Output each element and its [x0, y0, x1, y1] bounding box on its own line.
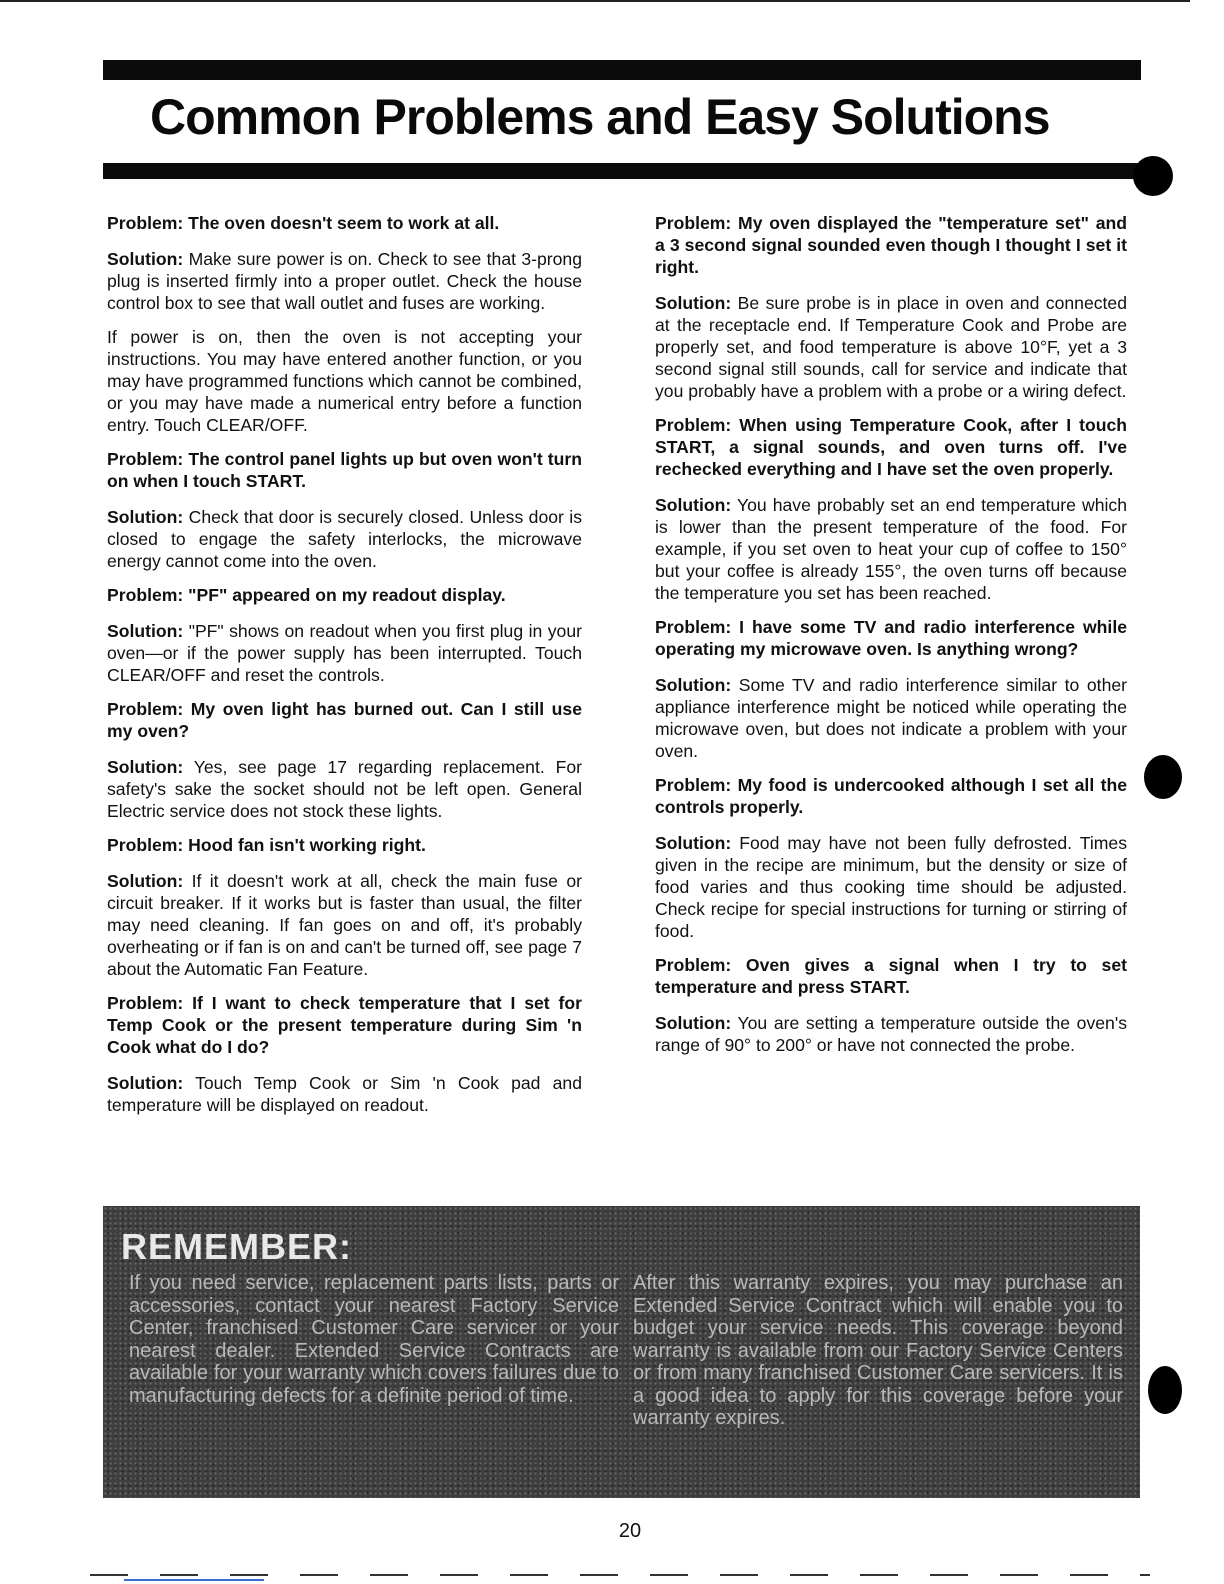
problem-heading: Problem: I have some TV and radio interference while operating my microwave oven. Is anything wrong?: [655, 617, 1127, 659]
solution-paragraph: [655, 1012, 1127, 1056]
solution-text: You have probably set an end temperature which is lower than the present temperature of the food. For example, if you set oven to heat your cup of coffee to 150° but your coffee is already 155°, the oven turns off because the temperature you set has been reached.: [655, 495, 1127, 603]
solution-paragraph: [655, 674, 1127, 762]
problem-heading: Problem: My oven displayed the "temperature set" and a 3 second signal sounded even though I thought I set it right.: [655, 213, 1127, 277]
problem-heading: Problem: The oven doesn't seem to work at all.: [107, 213, 500, 233]
problem-heading: Problem: My food is undercooked although I set all the controls properly.: [655, 775, 1127, 817]
solution-label: Solution:: [107, 1073, 184, 1093]
solution-label: Solution:: [107, 507, 184, 527]
solution-paragraph: [107, 248, 582, 314]
solution-text: If power is on, then the oven is not accepting your instructions. You may have entered another function, or you may have programmed functions which cannot be combined, or you may have made a numerical entry before a function entry. Touch CLEAR/OFF.: [107, 327, 582, 435]
solution-label: Solution:: [655, 833, 732, 853]
problem-heading: Problem: The control panel lights up but oven won't turn on when I touch START.: [107, 449, 582, 491]
solution-text: Yes, see page 17 regarding replacement. For safety's sake the socket should not be left open. General Electric service does not stock these lights.: [107, 757, 582, 821]
right-column: [655, 212, 1127, 1068]
problem-heading: Problem: "PF" appeared on my readout display.: [107, 585, 506, 605]
binder-hole-mark: [1144, 755, 1182, 799]
solution-paragraph: [107, 326, 582, 436]
solution-label: Solution:: [107, 871, 184, 891]
solution-paragraph: [107, 506, 582, 572]
solution-text: "PF" shows on readout when you first plug in your oven—or if the power supply has been interrupted. Touch CLEAR/OFF and reset the controls.: [107, 621, 582, 685]
solution-text: If it doesn't work at all, check the main fuse or circuit breaker. If it works but is faster than usual, the filter may need cleaning. If fan goes on and off, it's probably overheating or if fan is on and can't be turned off, see page 7 about the Automatic Fan Feature.: [107, 871, 582, 979]
solution-paragraph: [655, 292, 1127, 402]
remember-heading: REMEMBER:: [121, 1226, 352, 1267]
solution-label: Solution:: [107, 621, 184, 641]
solution-text: Be sure probe is in place in oven and connected at the receptacle end. If Temperature Cook and Probe are properly set, and food temperature is above 10°F, yet a 3 second signal still sounds, call for service and indicate that you probably have a problem with a probe or a wiring defect.: [655, 293, 1127, 401]
solution-paragraph: [655, 832, 1127, 942]
solution-paragraph: [107, 620, 582, 686]
problem-heading: Problem: If I want to check temperature that I set for Temp Cook or the present temperature during Sim 'n Cook what do I do?: [107, 993, 582, 1057]
binder-hole-mark: [1133, 156, 1173, 196]
solution-label: Solution:: [107, 757, 184, 777]
solution-text: Touch Temp Cook or Sim 'n Cook pad and temperature will be displayed on readout.: [107, 1073, 582, 1115]
page-title: Common Problems and Easy Solutions: [150, 89, 1050, 145]
solution-text: You are setting a temperature outside the oven's range of 90° to 200° or have not connected the probe.: [655, 1013, 1127, 1055]
bottom-dash-rule: [90, 1574, 1150, 1576]
solution-paragraph: [107, 870, 582, 980]
solution-text: Some TV and radio interference similar to other appliance interference might be noticed while operating the microwave oven, but does not indicate a problem with your oven.: [655, 675, 1127, 761]
problem-heading: Problem: Oven gives a signal when I try to set temperature and press START.: [655, 955, 1127, 997]
solution-label: Solution:: [655, 675, 732, 695]
solution-paragraph: [107, 1072, 582, 1116]
page-number: 20: [618, 1520, 642, 1542]
solution-label: Solution:: [107, 249, 184, 269]
solution-label: Solution:: [655, 293, 732, 313]
solution-text: Food may have not been fully defrosted. Times given in the recipe are minimum, but the density or size of food varies and thus cooking time should be adjusted. Check recipe for special instructions for turning or stirring of food.: [655, 833, 1127, 941]
solution-paragraph: [655, 494, 1127, 604]
binder-hole-mark: [1148, 1366, 1182, 1414]
title-top-bar: [103, 60, 1141, 80]
solution-text: Make sure power is on. Check to see that 3-prong plug is inserted firmly into a proper outlet. Check the house control box to see that wall outlet and fuses are working.: [107, 249, 582, 313]
problem-heading: Problem: My oven light has burned out. Can I still use my oven?: [107, 699, 582, 741]
left-column: [107, 212, 582, 1128]
problem-heading: Problem: Hood fan isn't working right.: [107, 835, 426, 855]
title-bottom-bar: [103, 163, 1153, 179]
remember-left-text: If you need service, replacement parts lists, parts or accessories, contact your nearest Factory Service Center, franchised Customer Care servicer or your nearest dealer. Extended Service Contracts are available for your warranty which covers failures due to manufacturing defects for a definite period of time.: [129, 1272, 619, 1407]
solution-paragraph: [107, 756, 582, 822]
top-edge-rule: [0, 0, 1190, 2]
solution-label: Solution:: [655, 1013, 732, 1033]
problem-heading: Problem: When using Temperature Cook, after I touch START, a signal sounds, and oven turns off. I've rechecked everything and I have set the oven properly.: [655, 415, 1127, 479]
bottom-blue-line: [124, 1579, 264, 1581]
solution-text: Check that door is securely closed. Unless door is closed to engage the safety interlocks, the microwave energy cannot come into the oven.: [107, 507, 582, 571]
solution-label: Solution:: [655, 495, 732, 515]
remember-right-text: After this warranty expires, you may purchase an Extended Service Contract which will enable you to budget your service needs. This coverage beyond warranty is available from our Factory Service Centers or from many franchised Customer Care servicers. It is a good idea to apply for this coverage before your warranty expires.: [633, 1272, 1123, 1429]
remember-box: [103, 1206, 1140, 1498]
